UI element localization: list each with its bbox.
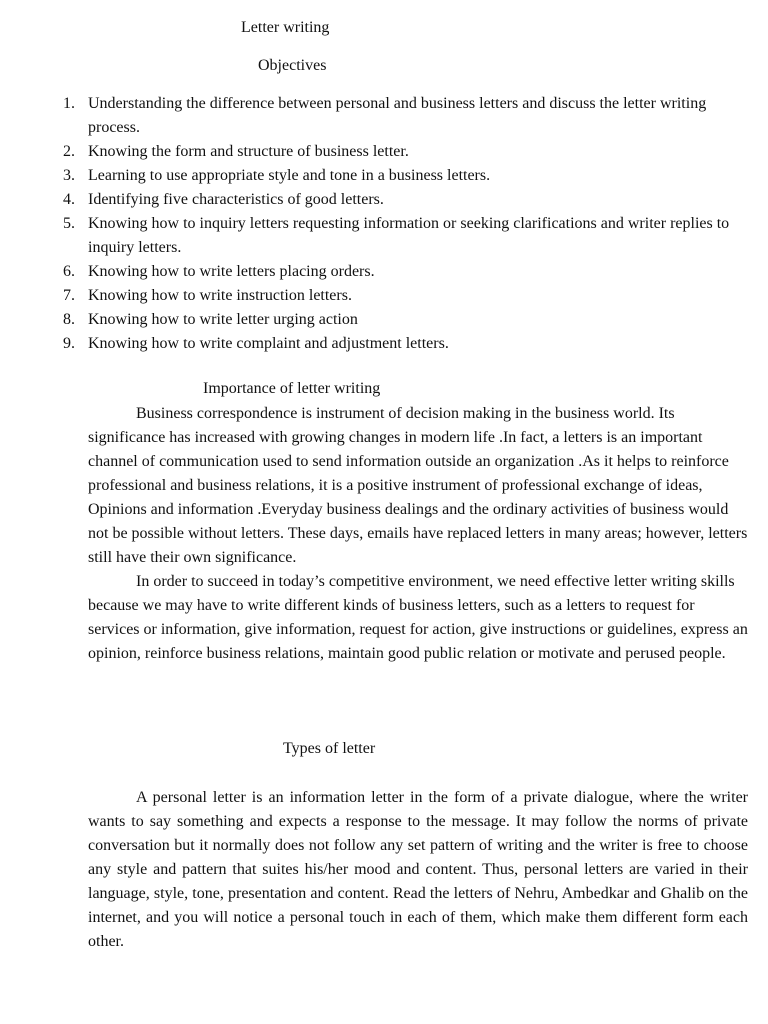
objective-item	[63, 284, 748, 308]
objective-item	[63, 188, 748, 212]
objective-text: Knowing how to write complaint and adjustment letters.	[88, 335, 449, 352]
objective-text: Knowing the form and structure of business letter.	[88, 143, 409, 160]
objective-number: 1.	[63, 95, 75, 112]
objective-text: Learning to use appropriate style and tone in a business letters.	[88, 167, 491, 184]
objective-item	[63, 332, 748, 356]
types-section	[88, 786, 748, 954]
objective-item	[63, 92, 748, 140]
objective-item	[63, 308, 748, 332]
objective-text: Knowing how to write letters placing orders.	[88, 263, 375, 280]
objective-number: 4.	[63, 191, 75, 208]
types-paragraph: A personal letter is an information letter in the form of a private dialogue, where the writer wants to say something and expects a response to the message. It may follow the norms of private conversation but it normally does not follow any set pattern of writing and the writer is free to choose any style and pattern that suites his/her mood and content. Thus, personal letters are varied in their language, style, tone, presentation and content. Read the letters of Nehru, Ambedkar and Ghalib on the internet, and you will notice a personal touch in each of them, which make them different form each other.	[88, 789, 748, 950]
types-heading: Types of letter	[283, 740, 376, 757]
importance-section	[88, 402, 748, 666]
objective-number: 6.	[63, 263, 75, 280]
objective-item	[63, 164, 748, 188]
objective-number: 2.	[63, 143, 75, 160]
importance-heading: Importance of letter writing	[203, 380, 381, 397]
objectives-list	[63, 92, 748, 356]
objective-number: 8.	[63, 311, 75, 328]
importance-paragraph: In order to succeed in today’s competitive environment, we need effective letter writing skills because we may have to write different kinds of business letters, such as a letters to request for services or information, give information, request for action, give instructions or guidelines, express an opinion, reinforce business relations, maintain good public relation or motivate and perused people.	[88, 573, 748, 662]
objective-number: 7.	[63, 287, 75, 304]
objective-number: 3.	[63, 167, 75, 184]
importance-paragraph: Business correspondence is instrument of decision making in the business world. Its significance has increased with growing changes in modern life .In fact, a letters is an important channel of communication used to send information outside an organization .As it helps to reinforce professional and business relations, it is a positive instrument of professional exchange of ideas, Opinions and information .Everyday business dealings and the ordinary activities of business would not be possible without letters. These days, emails have replaced letters in many areas; however, letters still have their own significance.	[88, 405, 748, 566]
objective-text: Knowing how to inquiry letters requesting information or seeking clarifications and writer replies to inquiry letters.	[88, 215, 730, 256]
objective-text: Understanding the difference between personal and business letters and discuss the letter writing process.	[88, 95, 707, 136]
objectives-heading: Objectives	[258, 57, 327, 74]
objective-text: Identifying five characteristics of good letters.	[88, 191, 384, 208]
objective-item	[63, 140, 748, 164]
objective-item	[63, 212, 748, 260]
objective-item	[63, 260, 748, 284]
objective-number: 9.	[63, 335, 75, 352]
objective-number: 5.	[63, 215, 75, 232]
document-title: Letter writing	[241, 19, 330, 36]
objective-text: Knowing how to write instruction letters.	[88, 287, 352, 304]
objective-text: Knowing how to write letter urging action	[88, 311, 358, 328]
